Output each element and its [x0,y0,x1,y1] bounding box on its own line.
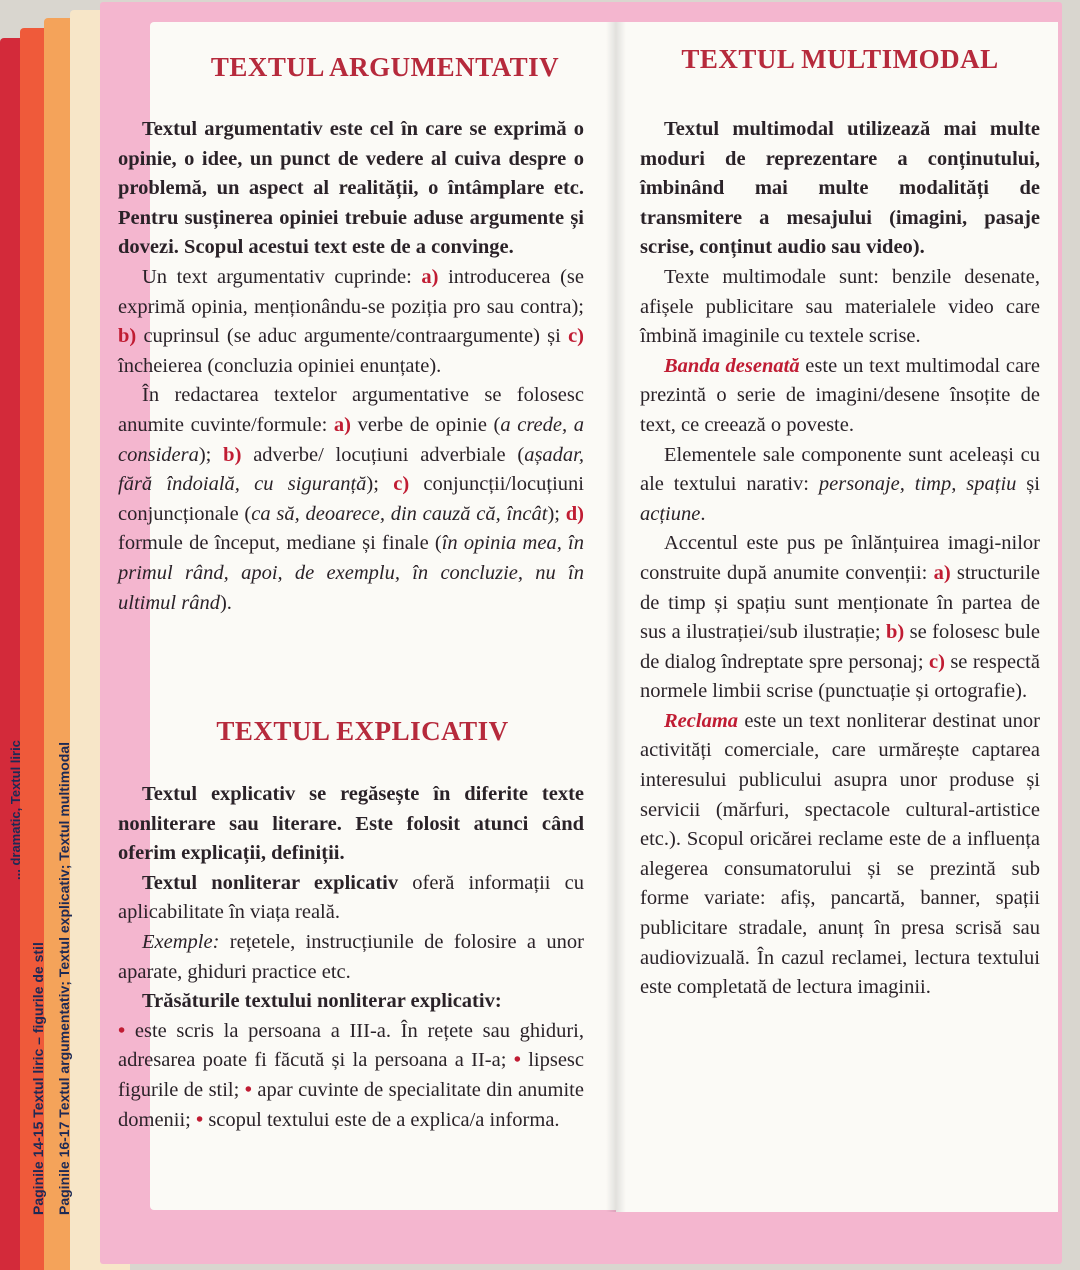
spine-label-1[interactable]: ... dramatic, Textul liric [8,740,23,880]
explicativ-nonliterar: Textul nonliterar explicativ oferă informații cu aplicabilitate în viața reală. [118,871,584,924]
banda-desenata: Banda desenată este un text multimodal care prezintă o serie de imagini/desene însoțite de text, ce creează o poveste. [640,354,1040,436]
explicativ-definition: Textul explicativ se regăsește în diferite texte nonliterare sau literare. Este folosit atunci când oferim explicații, definiții. [118,783,584,865]
title-multimodal: TEXTUL MULTIMODAL [681,44,999,74]
spine-label-3[interactable]: Paginile 16-17 Textul argumentativ; Textul explicativ; Textul multimodal [56,742,72,1215]
argumentativ-structure: Un text argumentativ cuprinde: a) introducerea (se exprimă opinia, menționându-se poziția pro sau contra); b) cuprinsul (se aduc argumente/contraargumente) și c) încheierea (concluzia opiniei enunțate). [118,265,585,377]
title-explicativ: TEXTUL EXPLICATIV [216,716,509,746]
argumentativ-body [118,115,584,618]
banda-elemente: Elementele sale componente sunt aceleași cu ale textului narativ: personaje, timp, spațiu și acțiune. [640,443,1040,525]
explicativ-features-heading: Trăsăturile textului nonliterar explicativ: [142,990,502,1013]
argumentativ-definition: Textul argumentativ este cel în care se exprimă o opinie, o idee, un punct de vedere al cuiva despre o problemă, un aspect al realității, o întâmplare etc. Pentru susținerea opiniei trebuie aduse argumente și dovezi. Scopul acestui text este de a convinge. [118,118,584,259]
multimodal-examples: Texte multimodale sunt: benzile desenate, afișele publicitare sau materialele video care îmbină imaginile cu textele scrise. [640,265,1040,348]
banda-conventii: Accentul este pus pe înlănțuirea imagi-nilor construite după anumite convenții: a) structurile de timp și spațiu sunt menționate în partea de sus a ilustrației/sub ilustrație; b) se folosesc bule de dialog îndreptate spre personaj; c) se respectă normele limbii scrise (punctuație și ortografie). [640,532,1040,703]
title-argumentativ: TEXTUL ARGUMENTATIV [210,52,560,82]
multimodal-body [640,115,1040,1003]
explicativ-features: • este scris la persoana a III-a. În rețete sau ghiduri, adresarea poate fi făcută și la persoana a II-a; • lipsesc figurile de stil; • apar cuvinte de specialitate din anumite domenii; • scopul textului este de a explica/a informa. [118,1019,584,1131]
reclama: Reclama este un text nonliterar destinat unor activități comerciale, care urmărește captarea interesului publicului asupra unor produse și servicii (mărfuri, spectacole cultural-artistice etc.). Scopul oricărei reclame este de a influența alegerea consumatorului și se prezintă sub forme variate: afiș, pancartă, banner, spații publicitare stradale, anunț în presa scrisă sau audiovizuală. În cazul reclamei, lectura textului este completată de lectura imaginii. [640,709,1040,999]
argumentativ-formulas: În redactarea textelor argumentative se folosesc anumite cuvinte/formule: a) verbe de opinie (a crede, a considera); b) adverbe/ locuțiuni adverbiale (așadar, fără îndoială, cu siguranță); c) conjuncții/locuțiuni conjuncționale (ca să, deoarece, din cauză că, încât); d) formule de început, mediane și finale (în opinia mea, în primul rând, apoi, de exemplu, în concluzie, nu în ultimul rând). [118,384,585,614]
multimodal-definition: Textul multimodal utilizează mai multe moduri de reprezentare a conținutului, îmbinând mai multe modalități de transmitere a mesajului (imagini, pasaje scrise, conținut audio sau video). [640,118,1040,259]
explicativ-body [118,780,584,1135]
spine-label-2[interactable]: Paginile 14-15 Textul liric – figurile de stil [30,942,46,1215]
explicativ-examples: Exemple: rețetele, instrucțiunile de folosire a unor aparate, ghiduri practice etc. [118,930,584,983]
page-gutter [606,22,626,1212]
